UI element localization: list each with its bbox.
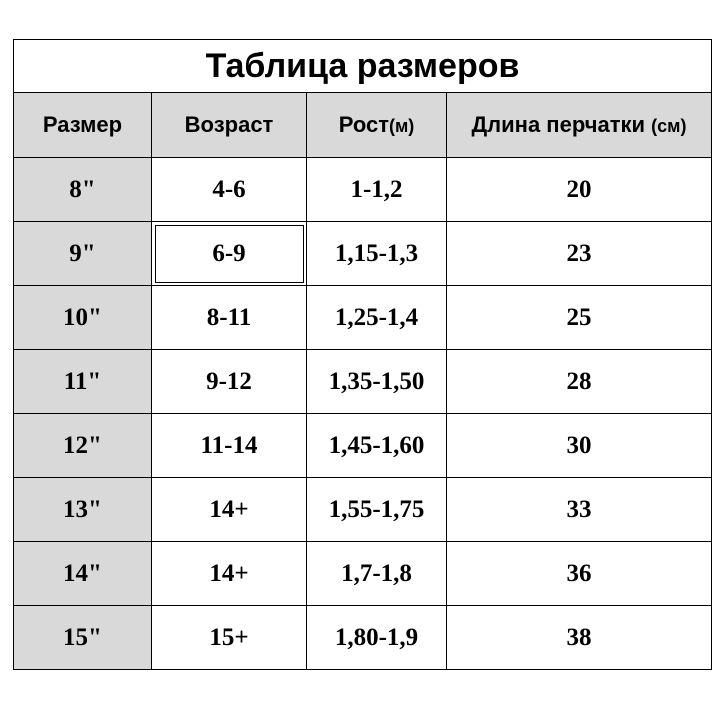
cell-length[interactable]: 28 <box>447 350 712 414</box>
table-row <box>14 542 712 606</box>
header-height-unit: (м) <box>388 116 415 136</box>
header-height <box>307 93 447 158</box>
cell-height[interactable]: 1,25-1,4 <box>307 286 447 350</box>
cell-age[interactable]: 4-6 <box>152 158 307 222</box>
table-row <box>14 222 712 286</box>
cell-size[interactable]: 13" <box>14 478 152 542</box>
cell-size[interactable]: 12" <box>14 414 152 478</box>
table-row <box>14 350 712 414</box>
cell-age[interactable]: 14+ <box>152 542 307 606</box>
table-row <box>14 158 712 222</box>
header-size-label: Размер <box>42 112 123 137</box>
header-size <box>14 93 152 158</box>
size-table <box>13 39 712 670</box>
cell-height[interactable]: 1,45-1,60 <box>307 414 447 478</box>
cell-length[interactable]: 30 <box>447 414 712 478</box>
cell-length[interactable]: 36 <box>447 542 712 606</box>
header-age <box>152 93 307 158</box>
cell-length[interactable]: 20 <box>447 158 712 222</box>
table-row <box>14 478 712 542</box>
cell-length[interactable]: 33 <box>447 478 712 542</box>
cell-length[interactable]: 38 <box>447 606 712 670</box>
table-title: Таблица размеров <box>14 40 712 93</box>
cell-length[interactable]: 23 <box>447 222 712 286</box>
table-body <box>14 158 712 670</box>
table-row <box>14 606 712 670</box>
cell-size[interactable]: 11" <box>14 350 152 414</box>
cell-size[interactable]: 15" <box>14 606 152 670</box>
table-row <box>14 414 712 478</box>
header-length-label: Длина перчатки <box>471 112 652 137</box>
cell-size[interactable]: 9" <box>14 222 152 286</box>
cell-age[interactable]: 11-14 <box>152 414 307 478</box>
cell-height[interactable]: 1-1,2 <box>307 158 447 222</box>
size-chart <box>13 39 711 670</box>
cell-height[interactable]: 1,55-1,75 <box>307 478 447 542</box>
header-height-label: Рост <box>338 112 389 137</box>
cell-age[interactable]: 8-11 <box>152 286 307 350</box>
cell-length[interactable]: 25 <box>447 286 712 350</box>
cell-size[interactable]: 8" <box>14 158 152 222</box>
cell-size[interactable]: 10" <box>14 286 152 350</box>
table-row <box>14 286 712 350</box>
header-length <box>447 93 712 158</box>
cell-height[interactable]: 1,7-1,8 <box>307 542 447 606</box>
cell-age[interactable]: 14+ <box>152 478 307 542</box>
cell-height[interactable]: 1,15-1,3 <box>307 222 447 286</box>
cell-size[interactable]: 14" <box>14 542 152 606</box>
cell-height[interactable]: 1,35-1,50 <box>307 350 447 414</box>
cell-age[interactable]: 9-12 <box>152 350 307 414</box>
cell-age[interactable]: 6-9 <box>152 222 307 286</box>
cell-age[interactable]: 15+ <box>152 606 307 670</box>
cell-height[interactable]: 1,80-1,9 <box>307 606 447 670</box>
header-length-unit: (см) <box>651 116 687 136</box>
header-row <box>14 93 712 158</box>
header-age-label: Возраст <box>184 112 274 137</box>
